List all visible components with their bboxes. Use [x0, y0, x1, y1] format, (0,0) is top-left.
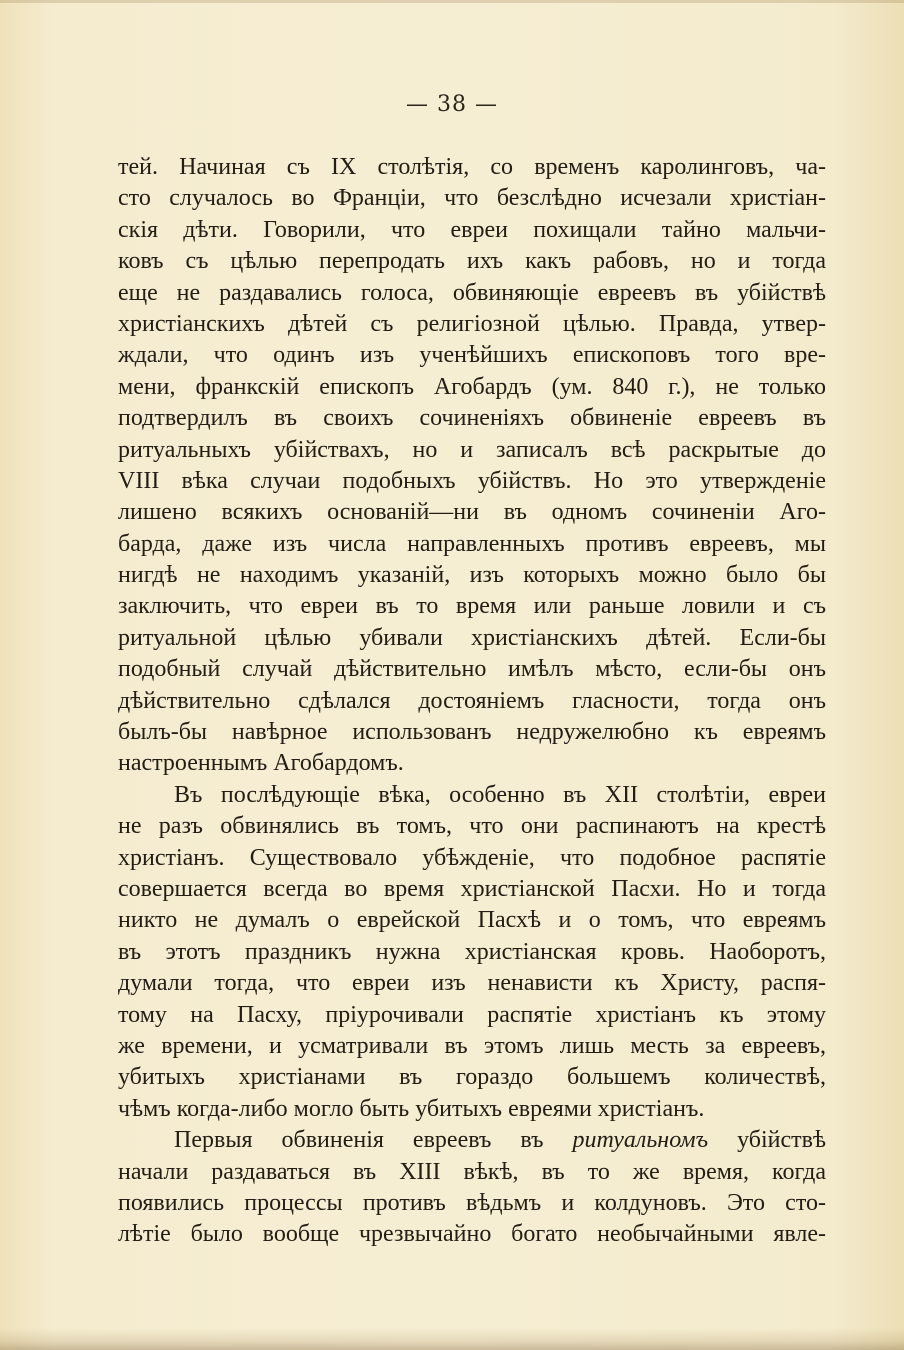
- text-line: VIII вѣка случаи подобныхъ убійствъ. Но это утвержденіе: [118, 467, 826, 494]
- italic-word: ритуальномъ: [572, 1127, 709, 1154]
- text-line: лишено всякихъ основаній—ни въ одномъ сочиненіи Аго-: [118, 499, 826, 526]
- text-line: тому на Пасху, пріурочивали распятіе христіанъ къ этому: [118, 1001, 826, 1028]
- text-line: скія дѣти. Говорили, что евреи похищали тайно мальчи-: [118, 216, 826, 243]
- text-line: убитыхъ христіанами въ гораздо большемъ количествѣ,: [118, 1064, 826, 1091]
- text-line: ковъ съ цѣлью перепродать ихъ какъ рабовъ, но и тогда: [118, 248, 826, 275]
- text-line: барда, даже изъ числа направленныхъ противъ евреевъ, мы: [118, 530, 826, 557]
- paragraph-1: [118, 152, 826, 780]
- text-line: настроеннымъ Агобардомъ.: [118, 750, 404, 777]
- text-line: дѣйствительно сдѣлался достояніемъ гласности, тогда онъ: [118, 687, 826, 714]
- text-segment: Первыя обвиненія евреевъ въ: [174, 1127, 573, 1154]
- page-bottom-edge: [0, 1328, 904, 1350]
- text-line: въ этотъ праздникъ нужна христіанская кровь. Наоборотъ,: [118, 938, 826, 965]
- text-line: сто случалось во Франціи, что безслѣдно исчезали христіан-: [118, 185, 826, 212]
- text-line: совершается всегда во время христіанской Пасхи. Но и тогда: [118, 875, 826, 902]
- text-line: лѣтіе было вообще чрезвычайно богато необычайными явле-: [118, 1221, 826, 1248]
- text-line: мени, франкскій епископъ Агобардъ (ум. 840 г.), не только: [118, 373, 826, 400]
- text-line: [118, 1125, 826, 1156]
- text-line: еще не раздавались голоса, обвиняющіе евреевъ въ убійствѣ: [118, 279, 826, 306]
- page-top-edge: [0, 0, 904, 3]
- text-line: не разъ обвинялись въ томъ, что они распинаютъ на крестѣ: [118, 813, 826, 840]
- text-line: заключить, что евреи въ то время или раньше ловили и съ: [118, 593, 826, 620]
- text-line: Въ послѣдующіе вѣка, особенно въ XII столѣтіи, евреи: [174, 781, 826, 808]
- text-line: нигдѣ не находимъ указаній, изъ которыхъ можно было бы: [118, 562, 826, 589]
- paragraph-2: [118, 780, 826, 1125]
- text-line: появились процессы противъ вѣдьмъ и колдуновъ. Это сто-: [118, 1189, 826, 1216]
- text-segment: убійствѣ: [708, 1127, 826, 1154]
- text-line: ждали, что одинъ изъ ученѣйшихъ епископовъ того вре-: [118, 342, 826, 369]
- text-line: подобный случай дѣйствительно имѣлъ мѣсто, если-бы онъ: [118, 656, 826, 683]
- text-line: подтвердилъ въ своихъ сочиненіяхъ обвиненіе евреевъ въ: [118, 405, 826, 432]
- text-line: ритуальныхъ убійствахъ, но и записалъ всѣ раскрытые до: [118, 436, 826, 463]
- text-line: никто не думалъ о еврейской Пасхѣ и о томъ, что евреямъ: [118, 907, 826, 934]
- text-line: же времени, и усматривали въ этомъ лишь месть за евреевъ,: [118, 1032, 826, 1059]
- body-text: [118, 152, 826, 1251]
- paragraph-3: [118, 1125, 826, 1251]
- text-line: христіанъ. Существовало убѣжденіе, что подобное распятіе: [118, 844, 826, 871]
- text-line: христіанскихъ дѣтей съ религіозной цѣлью. Правда, утвер-: [118, 310, 826, 337]
- text-line: ритуальной цѣлью убивали христіанскихъ дѣтей. Если-бы: [118, 624, 826, 651]
- text-line: тей. Начиная съ IX столѣтія, со временъ каролинговъ, ча-: [118, 154, 826, 180]
- page-number: — 38 —: [406, 92, 498, 117]
- text-line: думали тогда, что евреи изъ ненависти къ Христу, распя-: [118, 970, 826, 997]
- text-line: былъ-бы навѣрное использованъ недружелюбно къ евреямъ: [118, 719, 826, 746]
- text-line: чѣмъ когда-либо могло быть убитыхъ евреями христіанъ.: [118, 1095, 705, 1122]
- text-line: начали раздаваться въ XIII вѣкѣ, въ то же время, когда: [118, 1158, 826, 1185]
